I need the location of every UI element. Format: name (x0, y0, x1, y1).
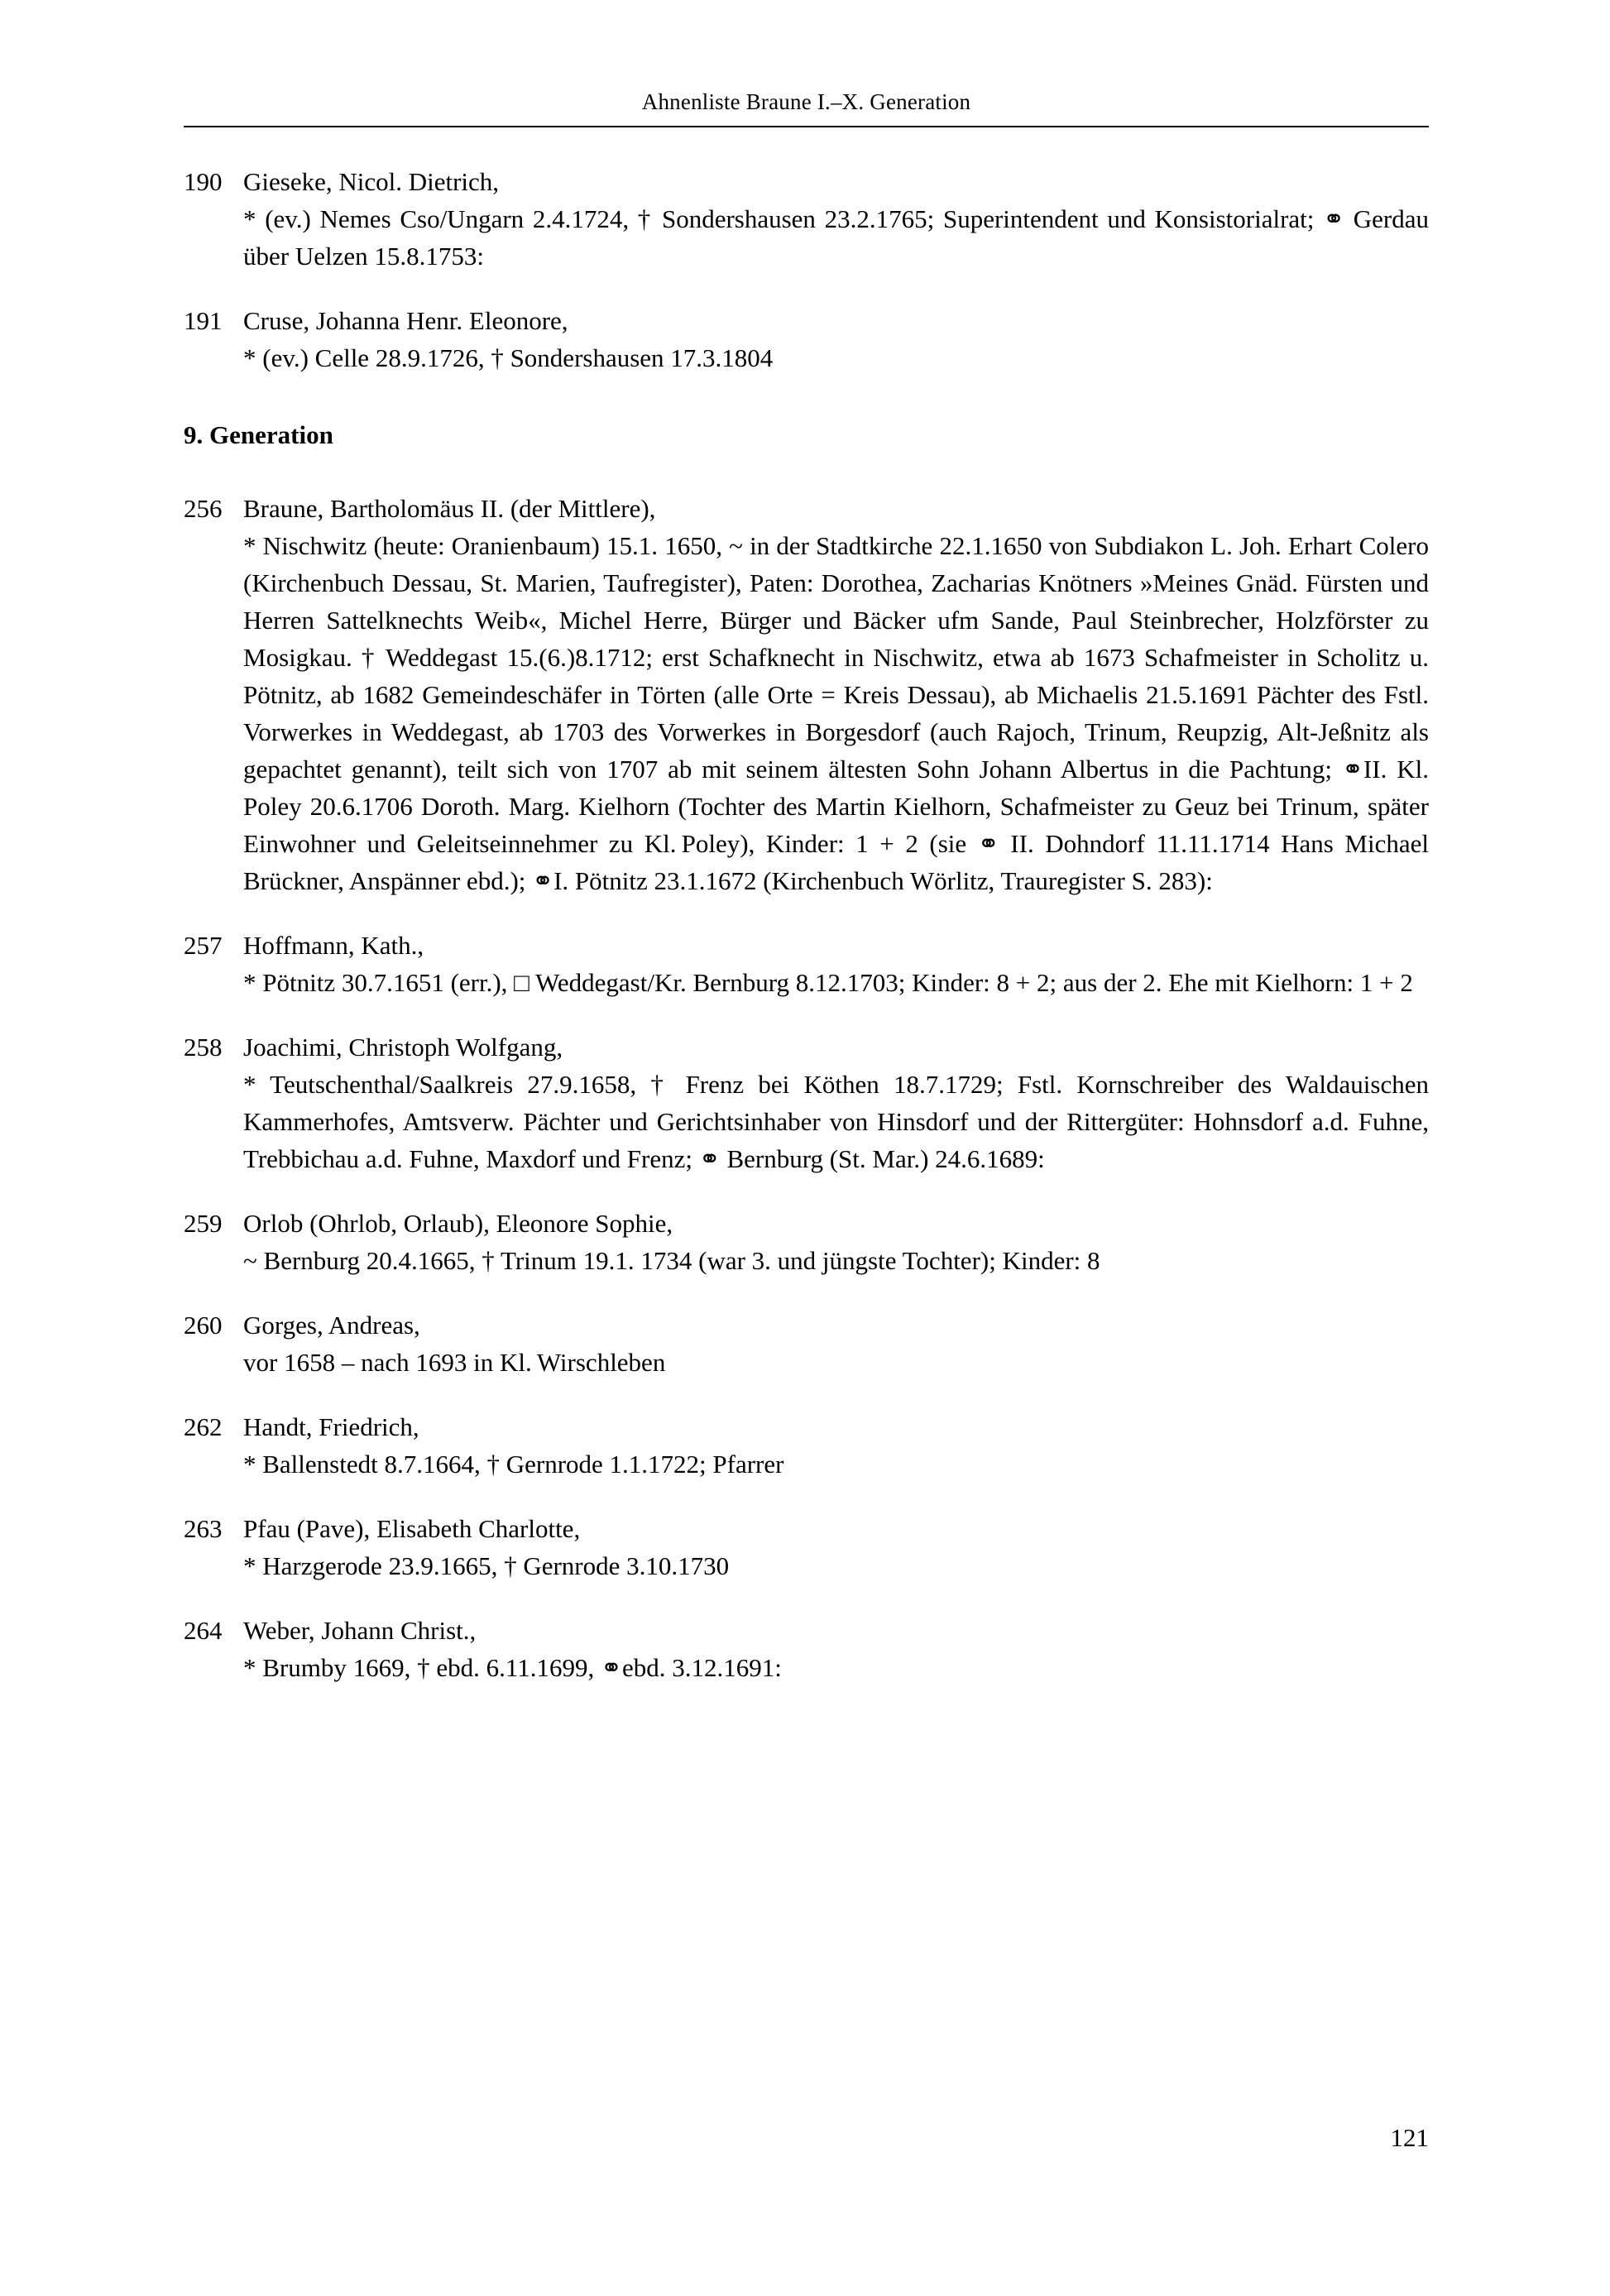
entry-number: 260 (184, 1311, 223, 1340)
list-item (184, 1510, 1429, 1584)
entry-body (243, 1408, 1429, 1483)
entry-body (243, 490, 1429, 899)
entry-detail: * Nischwitz (heute: Oranienbaum) 15.1. 1650, ~ in der Stadtkirche 22.1.1650 von Subdiakon L. Joh. Erhart Colero (Kirchenbuch Dessau, St. Marien, Taufregister), Paten: Dorothea, Zacharias Knötners »Meines Gnäd. Fürsten und Herren Sattelknechts Weib«, Michel Herre, Bürger und Bäcker ufm Sande, Paul Steinbrecher, Holzförster zu Mosigkau. † Weddegast 15.(6.)8.1712; erst Schafknecht in Nischwitz, etwa ab 1673 Schafmeister in Scholitz u. Pötnitz, ab 1682 Gemeindeschäfer in Törten (alle Orte = Kreis Dessau), ab Michaelis 21.5.1691 Pächter des Fstl. Vorwerkes in Weddegast, ab 1703 des Vorwerkes in Borgesdorf (auch Rajoch, Trinum, Reupzig, Alt-Jeßnitz als gepachtet genannt), teilt sich von 1707 ab mit seinem ältesten Sohn Johann Albertus in die Pachtung; ⚭II. Kl. Poley 20.6.1706 Doroth. Marg. Kielhorn (Tochter des Martin Kielhorn, Schafmeister zu Geuz bei Trinum, später Einwohner und Geleitseinnehmer zu Kl. Poley), Kinder: 1 + 2 (sie ⚭ II. Dohndorf 11.11.1714 Hans Michael Brückner, Anspänner ebd.); ⚭I. Pötnitz 23.1.1672 (Kirchenbuch Wörlitz, Trauregister S. 283): (243, 531, 1429, 895)
entry-detail: * Pötnitz 30.7.1651 (err.), □ Weddegast/Kr. Bernburg 8.12.1703; Kinder: 8 + 2; aus der 2. Ehe mit Kielhorn: 1 + 2 (243, 968, 1413, 997)
entry-detail: * Teutschenthal/Saalkreis 27.9.1658, † Frenz bei Köthen 18.7.1729; Fstl. Kornschreiber des Waldauischen Kammerhofes, Amtsverw. Pächter und Gerichtsinhaber von Hinsdorf und der Rittergüter: Hohnsdorf a.d. Fuhne, Trebbichau a.d. Fuhne, Maxdorf und Frenz; ⚭ Bernburg (St. Mar.) 24.6.1689: (243, 1070, 1429, 1173)
list-item (184, 1612, 1429, 1686)
list-item (184, 1408, 1429, 1483)
running-head: Ahnenliste Braune I.–X. Generation (641, 89, 971, 114)
section-heading: 9. Generation (184, 420, 333, 449)
entry-detail: * Harzgerode 23.9.1665, † Gernrode 3.10.1730 (243, 1551, 730, 1580)
entry-detail: * (ev.) Nemes Cso/Ungarn 2.4.1724, † Sondershausen 23.2.1765; Superintendent und Konsistorialrat; ⚭ Gerdau über Uelzen 15.8.1753: (243, 204, 1429, 271)
entry-list (184, 163, 1429, 1686)
entry-name: Cruse, Johanna Henr. Eleonore, (243, 306, 568, 335)
entry-name: Pfau (Pave), Elisabeth Charlotte, (243, 1514, 581, 1543)
header-rule (184, 126, 1429, 127)
entry-name: Joachimi, Christoph Wolfgang, (243, 1033, 563, 1062)
entry-detail: * (ev.) Celle 28.9.1726, † Sondershausen 17.3.1804 (243, 343, 774, 372)
entry-name: Gieseke, Nicol. Dietrich, (243, 167, 500, 196)
entry-body (243, 927, 1429, 1001)
list-item (184, 163, 1429, 275)
entry-body (243, 163, 1429, 275)
entry-number: 191 (184, 306, 223, 335)
entry-name: Gorges, Andreas, (243, 1311, 420, 1340)
entry-detail: * Brumby 1669, † ebd. 6.11.1699, ⚭ebd. 3.12.1691: (243, 1653, 782, 1682)
entry-body (243, 1510, 1429, 1584)
entry-number: 259 (184, 1209, 223, 1238)
entry-body (243, 1306, 1429, 1381)
list-item (184, 1205, 1429, 1279)
list-item (184, 490, 1429, 899)
entry-number: 256 (184, 494, 223, 523)
entry-body (243, 1028, 1429, 1177)
list-item (184, 302, 1429, 376)
entry-name: Orlob (Ohrlob, Orlaub), Eleonore Sophie, (243, 1209, 673, 1238)
list-item (184, 927, 1429, 1001)
entry-detail: * Ballenstedt 8.7.1664, † Gernrode 1.1.1722; Pfarrer (243, 1450, 784, 1479)
entry-number: 262 (184, 1412, 223, 1441)
entry-number: 258 (184, 1033, 223, 1062)
entry-number: 263 (184, 1514, 223, 1543)
page-content (184, 0, 1429, 1714)
entry-detail: vor 1658 – nach 1693 in Kl. Wirschleben (243, 1348, 666, 1377)
entry-number: 190 (184, 167, 223, 196)
entry-number: 264 (184, 1616, 223, 1645)
entry-body (243, 302, 1429, 376)
entry-body (243, 1612, 1429, 1686)
entry-body (243, 1205, 1429, 1279)
entry-name: Weber, Johann Christ., (243, 1616, 477, 1645)
list-item (184, 1306, 1429, 1381)
page-number: 121 (1390, 2123, 1429, 2152)
entry-detail: ~ Bernburg 20.4.1665, † Trinum 19.1. 1734 (war 3. und jüngste Tochter); Kinder: 8 (243, 1246, 1100, 1275)
entry-name: Hoffmann, Kath., (243, 931, 424, 960)
entry-number: 257 (184, 931, 223, 960)
list-item (184, 1028, 1429, 1177)
entry-name: Braune, Bartholomäus II. (der Mittlere), (243, 494, 656, 523)
entry-name: Handt, Friedrich, (243, 1412, 419, 1441)
